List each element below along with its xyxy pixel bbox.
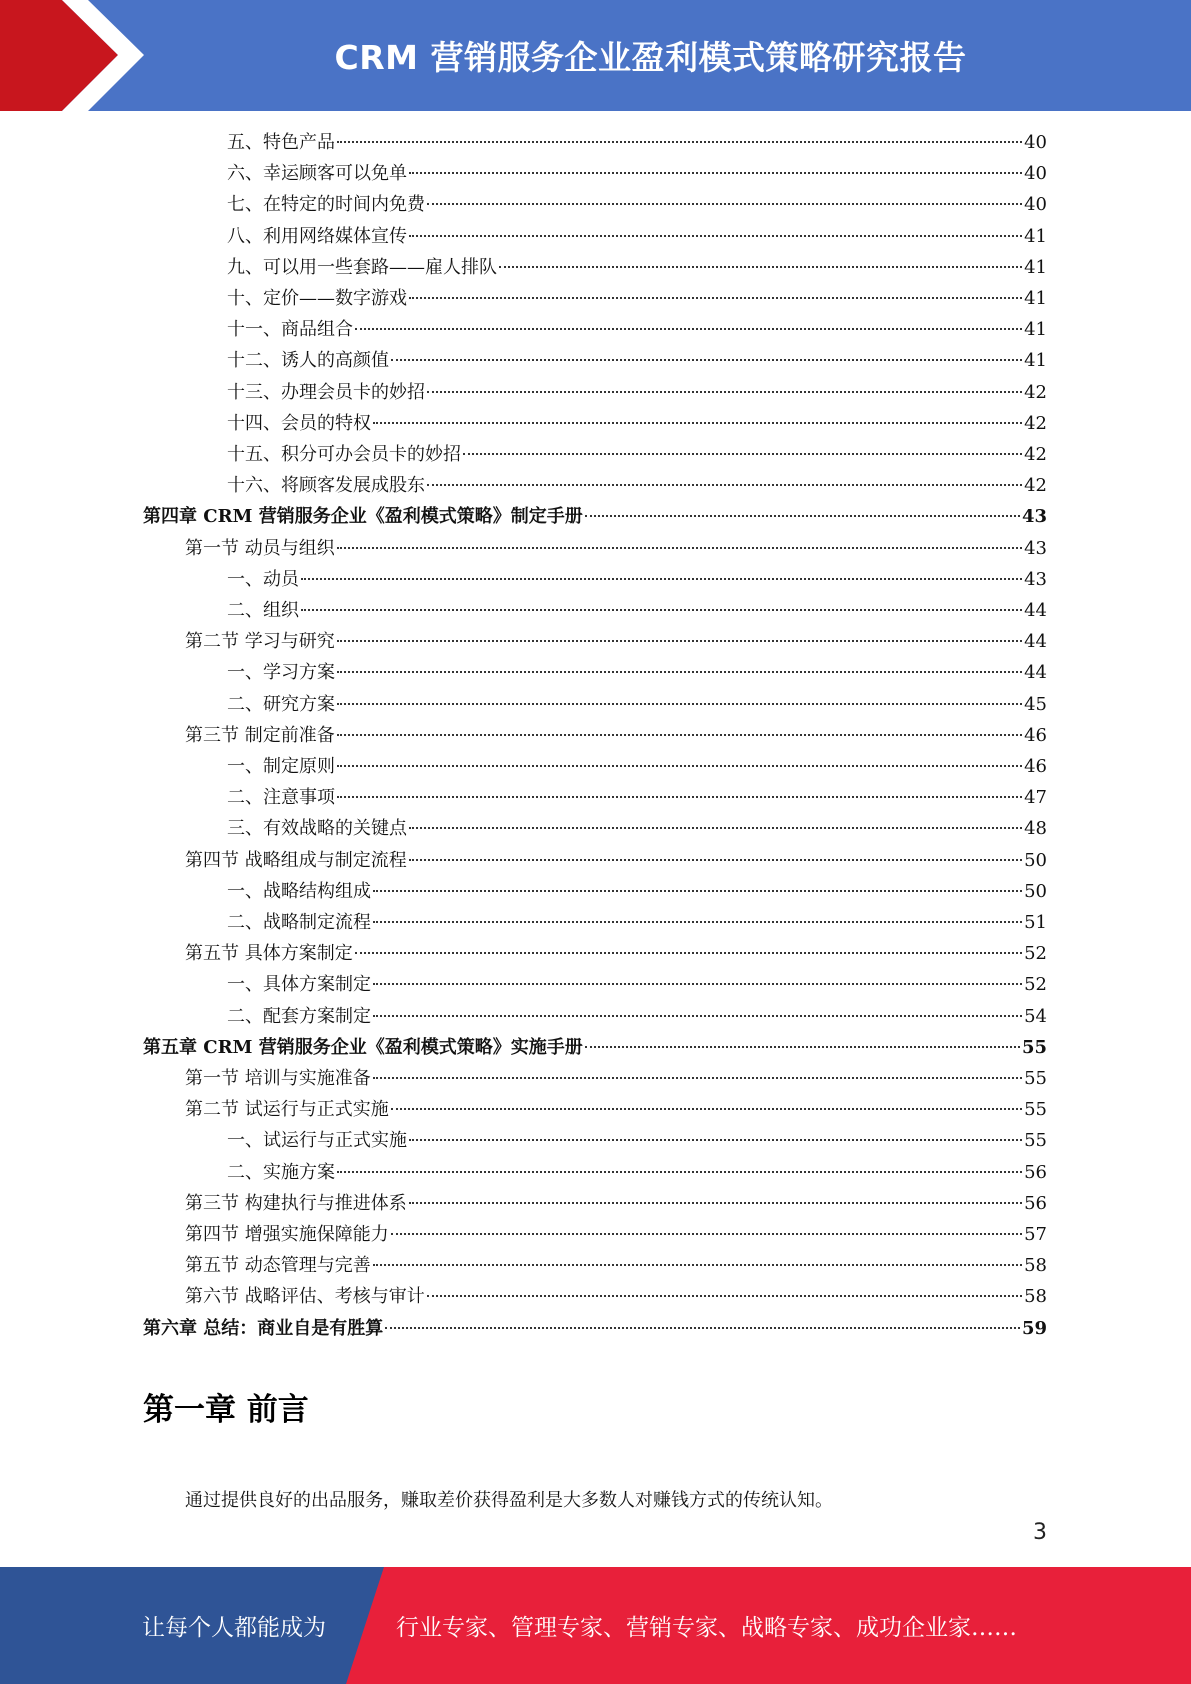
toc-subsection-entry[interactable] [227, 813, 1047, 844]
toc-page-number: 43 [1024, 568, 1047, 590]
toc-page-number: 41 [1024, 256, 1047, 278]
toc-dot-leader [337, 141, 1022, 143]
toc-entry-label: 第六章 总结：商业自是有胜算 [143, 1317, 384, 1339]
toc-entry-label: 二、实施方案 [227, 1161, 335, 1183]
toc-dot-leader [409, 827, 1022, 829]
toc-page-number: 44 [1024, 600, 1047, 621]
toc-section-entry[interactable] [185, 845, 1047, 876]
toc-dot-leader [409, 1139, 1022, 1141]
toc-entry-label: 十六、将顾客发展成股东 [227, 475, 425, 497]
toc-page-number: 41 [1024, 319, 1047, 341]
toc-page-number: 40 [1024, 163, 1047, 185]
toc-section-entry[interactable] [185, 1188, 1047, 1219]
toc-page-number: 46 [1024, 724, 1047, 746]
chapter-title: 第一章 前言 [143, 1392, 309, 1428]
header-arrow-decoration [0, 0, 160, 111]
toc-entry-label: 十四、会员的特权 [227, 412, 371, 434]
toc-dot-leader [499, 266, 1022, 268]
toc-entry-label: 第二节 学习与研究 [185, 631, 335, 653]
toc-dot-leader [463, 453, 1022, 455]
toc-page-number: 55 [1024, 1068, 1047, 1089]
toc-dot-leader [373, 983, 1022, 985]
toc-subsection-entry[interactable] [227, 1157, 1047, 1188]
toc-entry-label: 一、战略结构组成 [227, 880, 371, 902]
toc-subsection-entry[interactable] [227, 470, 1047, 501]
toc-section-entry[interactable] [185, 1063, 1047, 1094]
toc-page-number: 42 [1024, 444, 1047, 465]
toc-page-number: 59 [1021, 1317, 1047, 1339]
toc-page-number: 50 [1024, 849, 1047, 871]
toc-dot-leader [373, 890, 1022, 892]
toc-entry-label: 二、研究方案 [227, 693, 335, 715]
toc-section-entry[interactable] [185, 1250, 1047, 1281]
toc-dot-leader [409, 235, 1022, 237]
toc-entry-label: 第一节 动员与组织 [185, 537, 335, 559]
toc-entry-label: 二、配套方案制定 [227, 1005, 371, 1027]
toc-dot-leader [355, 328, 1022, 330]
toc-dot-leader [427, 484, 1022, 486]
toc-dot-leader [409, 859, 1022, 861]
toc-subsection-entry[interactable] [227, 158, 1047, 189]
toc-dot-leader [373, 1264, 1022, 1266]
toc-page-number: 40 [1024, 132, 1047, 153]
toc-dot-leader [355, 952, 1022, 954]
toc-dot-leader [391, 1233, 1022, 1235]
toc-dot-leader [373, 921, 1022, 923]
body-paragraph: 通过提供良好的出品服务，赚取差价获得盈利是大多数人对赚钱方式的传统认知。 [185, 1490, 833, 1511]
toc-page-number: 50 [1024, 880, 1047, 902]
toc-entry-label: 第一节 培训与实施准备 [185, 1068, 371, 1089]
toc-dot-leader [337, 1171, 1022, 1173]
toc-page-number: 44 [1024, 631, 1047, 653]
footer-slogan-left: 让每个人都能成为 [142, 1615, 326, 1641]
page-header [0, 0, 1191, 111]
footer-slogan-right: 行业专家、管理专家、营销专家、战略专家、成功企业家…… [396, 1615, 1017, 1641]
toc-page-number: 55 [1024, 1130, 1047, 1152]
toc-entry-label: 第四章 CRM 营销服务企业《盈利模式策略》制定手册 [143, 506, 583, 528]
toc-page-number: 41 [1024, 225, 1047, 247]
toc-page-number: 51 [1024, 912, 1047, 933]
toc-entry-label: 第三节 构建执行与推进体系 [185, 1192, 407, 1214]
toc-entry-label: 第五节 动态管理与完善 [185, 1255, 371, 1277]
toc-dot-leader [337, 547, 1022, 549]
toc-section-entry[interactable] [185, 1281, 1047, 1312]
toc-dot-leader [427, 391, 1022, 393]
toc-entry-label: 十、定价——数字游戏 [227, 288, 407, 309]
toc-page-number: 54 [1024, 1005, 1047, 1027]
toc-page-number: 56 [1024, 1192, 1047, 1214]
toc-dot-leader [427, 1295, 1022, 1297]
toc-entry-label: 第五节 具体方案制定 [185, 943, 353, 965]
toc-section-entry[interactable] [185, 1094, 1047, 1125]
toc-dot-leader [391, 1108, 1022, 1110]
toc-entry-label: 二、注意事项 [227, 787, 335, 809]
toc-entry-label: 十五、积分可办会员卡的妙招 [227, 444, 461, 465]
toc-entry-label: 第五章 CRM 营销服务企业《盈利模式策略》实施手册 [143, 1036, 583, 1058]
toc-entry-label: 二、战略制定流程 [227, 912, 371, 933]
toc-page-number: 44 [1024, 662, 1047, 684]
toc-subsection-entry[interactable] [227, 221, 1047, 252]
toc-dot-leader [585, 515, 1020, 517]
toc-page-number: 42 [1024, 381, 1047, 403]
toc-dot-leader [301, 578, 1022, 580]
toc-page-number: 41 [1024, 288, 1047, 309]
toc-dot-leader [373, 422, 1022, 424]
toc-entry-label: 十三、办理会员卡的妙招 [227, 381, 425, 403]
toc-page-number: 43 [1024, 537, 1047, 559]
toc-subsection-entry[interactable] [227, 439, 1047, 470]
toc-subsection-entry[interactable] [227, 189, 1047, 220]
toc-page-number: 40 [1024, 194, 1047, 216]
toc-chapter-entry[interactable] [143, 1032, 1047, 1063]
toc-subsection-entry[interactable] [227, 252, 1047, 283]
toc-subsection-entry[interactable] [227, 314, 1047, 345]
toc-subsection-entry[interactable] [227, 689, 1047, 720]
toc-dot-leader [337, 765, 1022, 767]
toc-section-entry[interactable] [185, 720, 1047, 751]
toc-dot-leader [409, 297, 1022, 299]
toc-subsection-entry[interactable] [227, 907, 1047, 938]
toc-dot-leader [373, 1077, 1022, 1079]
toc-subsection-entry[interactable] [227, 127, 1047, 158]
toc-entry-label: 五、特色产品 [227, 132, 335, 153]
page-number: 3 [1033, 1520, 1047, 1545]
toc-subsection-entry[interactable] [227, 408, 1047, 439]
toc-page-number: 43 [1021, 506, 1047, 528]
toc-subsection-entry[interactable] [227, 782, 1047, 813]
toc-dot-leader [337, 734, 1022, 736]
toc-subsection-entry[interactable] [227, 969, 1047, 1000]
toc-subsection-entry[interactable] [227, 876, 1047, 907]
toc-entry-label: 八、利用网络媒体宣传 [227, 225, 407, 247]
toc-page-number: 42 [1024, 412, 1047, 434]
toc-page-number: 58 [1024, 1255, 1047, 1277]
toc-subsection-entry[interactable] [227, 1125, 1047, 1156]
toc-entry-label: 第二节 试运行与正式实施 [185, 1099, 389, 1121]
toc-entry-label: 二、组织 [227, 600, 299, 621]
toc-page-number: 55 [1024, 1099, 1047, 1121]
toc-page-number: 46 [1024, 756, 1047, 777]
toc-dot-leader [385, 1327, 1020, 1329]
toc-entry-label: 一、学习方案 [227, 662, 335, 684]
toc-chapter-entry[interactable] [143, 501, 1047, 532]
toc-entry-label: 十二、诱人的高颜值 [227, 350, 389, 372]
toc-entry-label: 九、可以用一些套路——雇人排队 [227, 256, 497, 278]
toc-subsection-entry[interactable] [227, 657, 1047, 688]
toc-dot-leader [409, 172, 1022, 174]
toc-dot-leader [337, 640, 1022, 642]
toc-subsection-entry[interactable] [227, 1001, 1047, 1032]
toc-page-number: 41 [1024, 350, 1047, 372]
toc-dot-leader [337, 796, 1022, 798]
toc-subsection-entry[interactable] [227, 595, 1047, 626]
toc-entry-label: 三、有效战略的关键点 [227, 818, 407, 840]
toc-subsection-entry[interactable] [227, 283, 1047, 314]
toc-chapter-entry[interactable] [143, 1313, 1047, 1344]
toc-page-number: 55 [1021, 1036, 1047, 1058]
toc-subsection-entry[interactable] [227, 377, 1047, 408]
toc-page-number: 45 [1024, 693, 1047, 715]
toc-dot-leader [337, 703, 1022, 705]
page-footer [0, 1567, 1191, 1684]
toc-page-number: 58 [1024, 1286, 1047, 1308]
toc-subsection-entry[interactable] [227, 751, 1047, 782]
toc-entry-label: 一、试运行与正式实施 [227, 1130, 407, 1152]
toc-page-number: 57 [1024, 1224, 1047, 1245]
toc-entry-label: 第四节 增强实施保障能力 [185, 1224, 389, 1245]
toc-page-number: 52 [1024, 943, 1047, 965]
toc-entry-label: 一、动员 [227, 568, 299, 590]
toc-dot-leader [427, 203, 1022, 205]
toc-entry-label: 一、具体方案制定 [227, 974, 371, 996]
toc-section-entry[interactable] [185, 626, 1047, 657]
toc-entry-label: 第六节 战略评估、考核与审计 [185, 1286, 425, 1308]
toc-entry-label: 一、制定原则 [227, 756, 335, 777]
toc-dot-leader [337, 671, 1022, 673]
toc-subsection-entry[interactable] [227, 345, 1047, 376]
toc-entry-label: 第四节 战略组成与制定流程 [185, 849, 407, 871]
toc-page-number: 52 [1024, 974, 1047, 996]
toc-entry-label: 七、在特定的时间内免费 [227, 194, 425, 216]
toc-dot-leader [301, 609, 1022, 611]
toc-dot-leader [585, 1046, 1020, 1048]
toc-section-entry[interactable] [185, 1219, 1047, 1250]
toc-page-number: 56 [1024, 1161, 1047, 1183]
toc-entry-label: 十一、商品组合 [227, 319, 353, 341]
document-title: CRM 营销服务企业盈利模式策略研究报告 [334, 38, 967, 77]
toc-page-number: 48 [1024, 818, 1047, 840]
toc-page-number: 47 [1024, 787, 1047, 809]
toc-dot-leader [373, 1015, 1022, 1017]
toc-section-entry[interactable] [185, 533, 1047, 564]
toc-section-entry[interactable] [185, 938, 1047, 969]
toc-entry-label: 六、幸运顾客可以免单 [227, 163, 407, 185]
toc-subsection-entry[interactable] [227, 564, 1047, 595]
toc-dot-leader [409, 1202, 1022, 1204]
toc-page-number: 42 [1024, 475, 1047, 497]
toc-dot-leader [391, 359, 1022, 361]
toc-entry-label: 第三节 制定前准备 [185, 724, 335, 746]
